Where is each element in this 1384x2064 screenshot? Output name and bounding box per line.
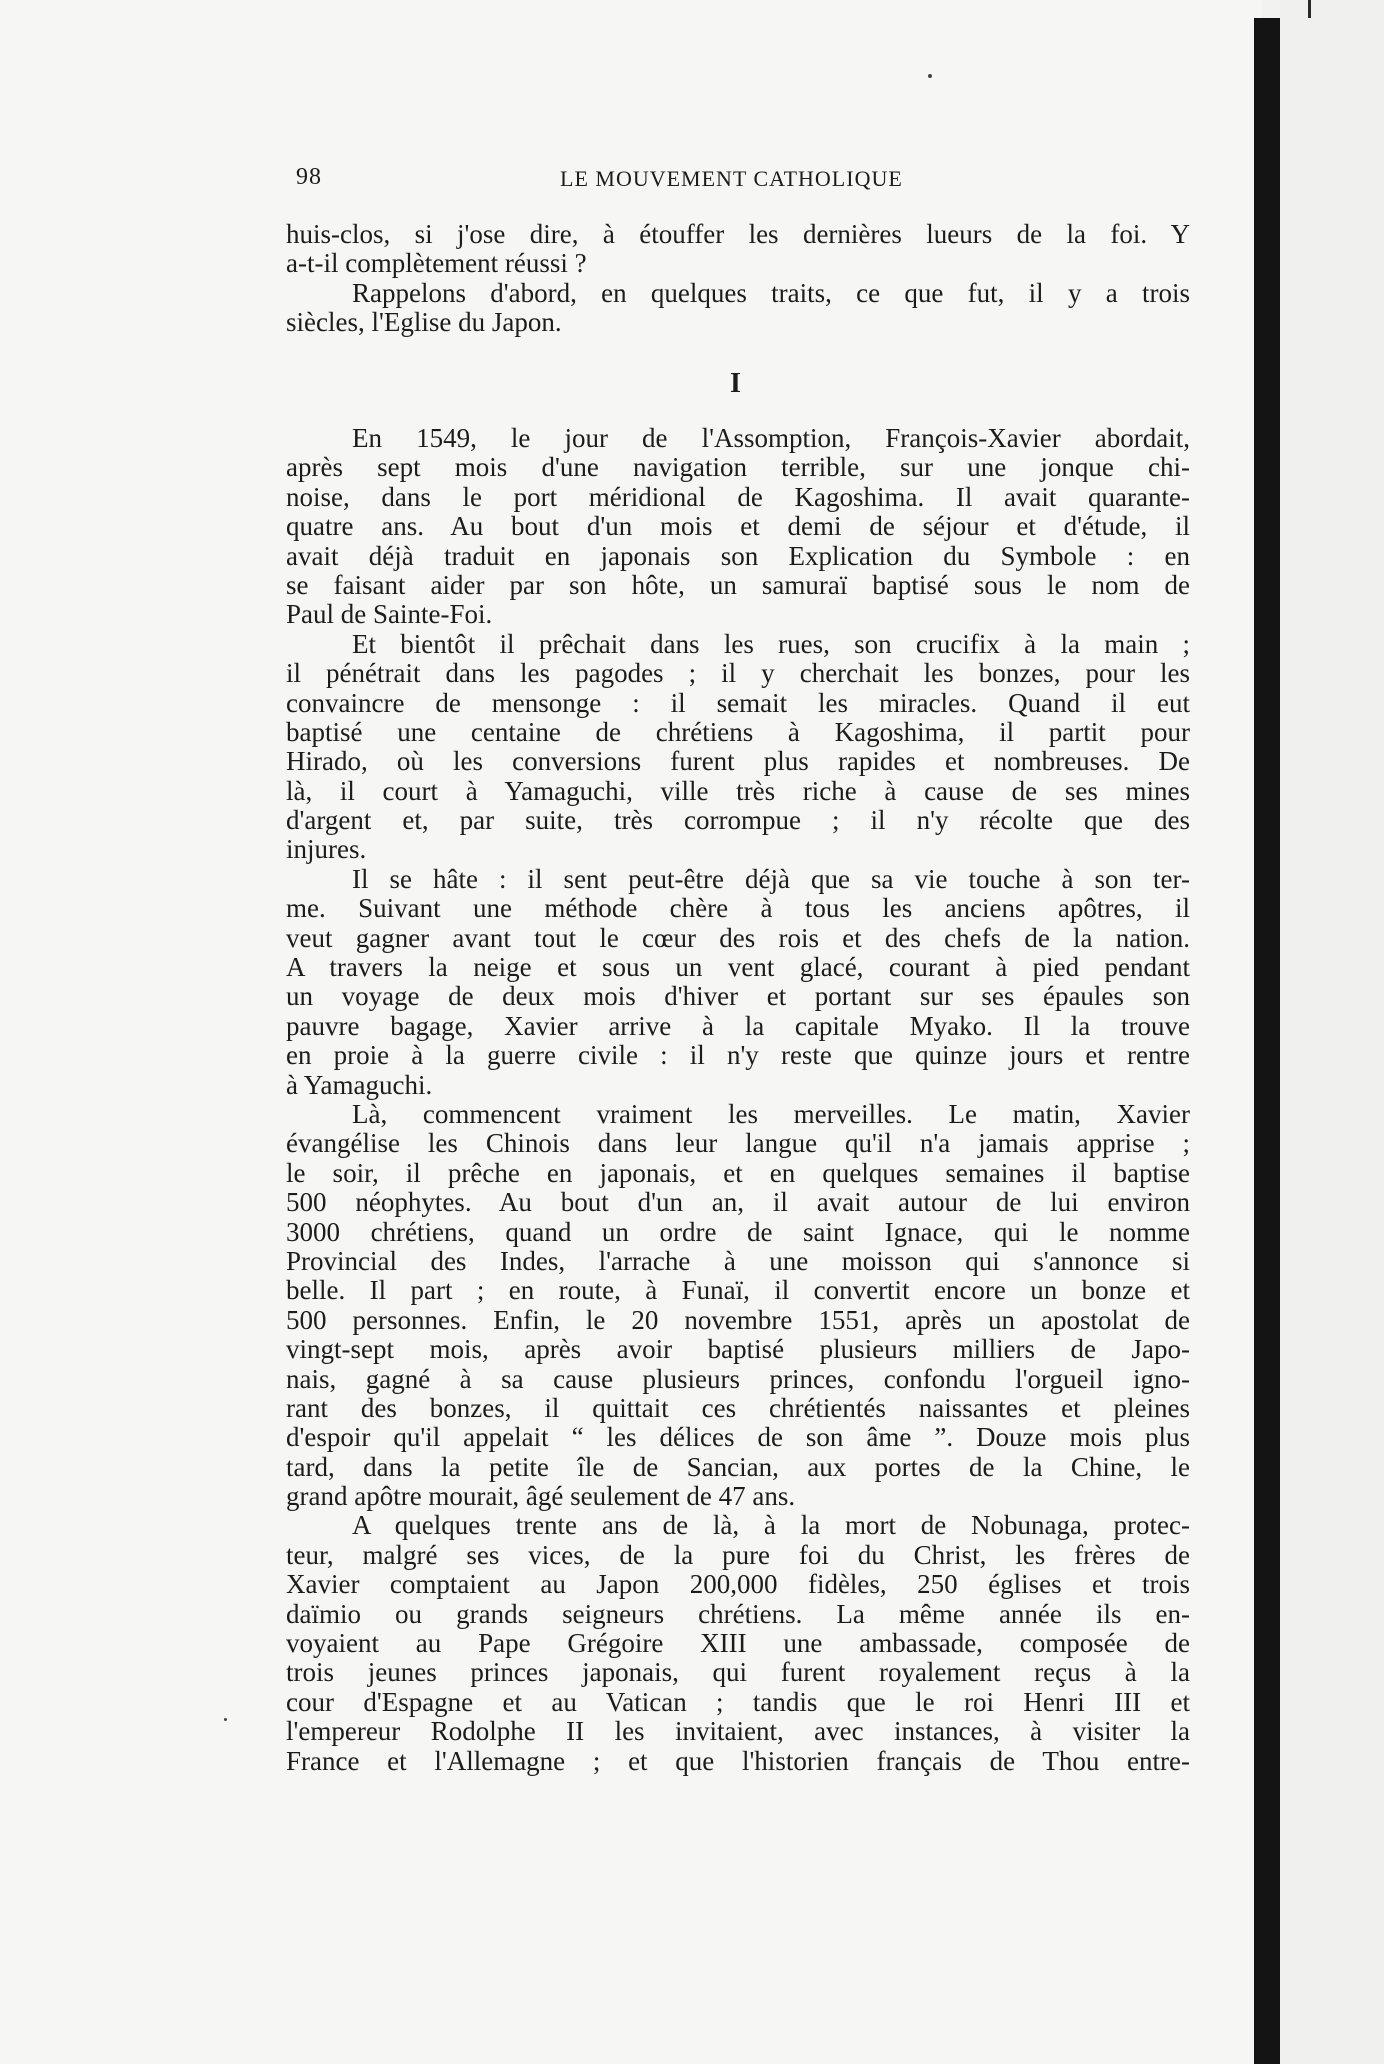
text-line: huis-clos, si j'ose dire, à étouffer les dernières lueurs de la foi. Y (286, 220, 1190, 249)
text-line: se faisant aider par son hôte, un samuraï baptisé sous le nom de (286, 570, 1190, 600)
text-line: vingt-sept mois, après avoir baptisé plusieurs milliers de Japo- (286, 1335, 1190, 1365)
text-line: avait déjà traduit en japonais son Explication du Symbole : en (286, 541, 1190, 571)
text-line: A quelques trente ans de là, à la mort de Nobunaga, protec- (352, 1511, 1190, 1541)
text-line: a-t-il complètement réussi ? (286, 249, 587, 279)
text-line: Il se hâte : il sent peut-être déjà que sa vie touche à son ter- (352, 864, 1190, 894)
text-line: 500 néophytes. Au bout d'un an, il avait autour de lui environ (286, 1188, 1190, 1218)
text-line: 3000 chrétiens, quand un ordre de saint Ignace, qui le nomme (286, 1217, 1190, 1247)
text-line: teur, malgré ses vices, de la pure foi du Christ, les frères de (286, 1540, 1190, 1570)
text-line: évangélise les Chinois dans leur langue qu'il n'a jamais apprise ; (286, 1129, 1190, 1159)
text-line: nais, gagné à sa cause plusieurs princes, confondu l'orgueil igno- (286, 1364, 1190, 1394)
text-line: pauvre bagage, Xavier arrive à la capitale Myako. Il la trouve (286, 1011, 1190, 1041)
body-text-main (286, 424, 1190, 1776)
text-line: siècles, l'Eglise du Japon. (286, 308, 562, 338)
text-line: rant des bonzes, il quittait ces chrétientés naissantes et pleines (286, 1393, 1190, 1423)
text-line: noise, dans le port méridional de Kagoshima. Il avait quarante- (286, 482, 1190, 512)
text-line: A travers la neige et sous un vent glacé, courant à pied pendant (286, 953, 1190, 983)
text-line: injures. (286, 835, 367, 865)
scan-speck (928, 74, 932, 78)
running-head: LE MOUVEMENT CATHOLIQUE (560, 166, 903, 191)
text-line: tard, dans la petite île de Sancian, aux portes de la Chine, le (286, 1452, 1190, 1482)
text-line: Là, commencent vraiment les merveilles. Le matin, Xavier (352, 1099, 1190, 1129)
text-line: Et bientôt il prêchait dans les rues, son crucifix à la main ; (352, 629, 1190, 659)
text-line: En 1549, le jour de l'Assomption, François-Xavier abordait, (352, 424, 1190, 453)
text-line: un voyage de deux mois d'hiver et portant sur ses épaules son (286, 982, 1190, 1012)
text-line: d'argent et, par suite, très corrompue ; il n'y récolte que des (286, 806, 1190, 836)
scan-speck (224, 1718, 227, 1721)
text-line: Rappelons d'abord, en quelques traits, ce que fut, il y a trois (352, 278, 1190, 308)
text-line: l'empereur Rodolphe II les invitaient, avec instances, à visiter la (286, 1717, 1190, 1747)
body-text-top (286, 220, 1190, 338)
text-line: Paul de Sainte-Foi. (286, 600, 493, 630)
text-line: convaincre de mensonge : il semait les miracles. Quand il eut (286, 688, 1190, 718)
text-line: quatre ans. Au bout d'un mois et demi de séjour et d'étude, il (286, 512, 1190, 542)
text-line: Provincial des Indes, l'arrache à une moisson qui s'annonce si (286, 1246, 1190, 1276)
text-line: France et l'Allemagne ; et que l'historien français de Thou entre- (286, 1746, 1190, 1776)
page-edge-mark (1308, 0, 1311, 18)
text-line: Hirado, où les conversions furent plus rapides et nombreuses. De (286, 747, 1190, 777)
adjacent-page-edge (1280, 0, 1384, 2064)
page-header (296, 164, 932, 194)
text-line: veut gagner avant tout le cœur des rois et des chefs de la nation. (286, 923, 1190, 953)
section-number: I (730, 368, 741, 399)
text-line: baptisé une centaine de chrétiens à Kagoshima, il partit pour (286, 717, 1190, 747)
text-line: à Yamaguchi. (286, 1070, 433, 1100)
text-line: Xavier comptaient au Japon 200,000 fidèles, 250 églises et trois (286, 1570, 1190, 1600)
text-line: trois jeunes princes japonais, qui furent royalement reçus à la (286, 1658, 1190, 1688)
text-line: belle. Il part ; en route, à Funaï, il convertit encore un bonze et (286, 1276, 1190, 1306)
page-gutter-shadow (1254, 18, 1280, 2064)
text-line: cour d'Espagne et au Vatican ; tandis que le roi Henri III et (286, 1687, 1190, 1717)
page-number: 98 (296, 164, 322, 190)
text-line: me. Suivant une méthode chère à tous les anciens apôtres, il (286, 894, 1190, 924)
text-line: 500 personnes. Enfin, le 20 novembre 1551, après un apostolat de (286, 1305, 1190, 1335)
text-line: grand apôtre mourait, âgé seulement de 47 ans. (286, 1482, 796, 1512)
text-line: d'espoir qu'il appelait “ les délices de son âme ”. Douze mois plus (286, 1423, 1190, 1453)
text-line: en proie à la guerre civile : il n'y reste que quinze jours et rentre (286, 1041, 1190, 1071)
text-line: daïmio ou grands seigneurs chrétiens. La même année ils en- (286, 1599, 1190, 1629)
text-line: voyaient au Pape Grégoire XIII une ambassade, composée de (286, 1629, 1190, 1659)
text-line: il pénétrait dans les pagodes ; il y cherchait les bonzes, pour les (286, 659, 1190, 689)
text-line: après sept mois d'une navigation terrible, sur une jonque chi- (286, 453, 1190, 483)
text-line: là, il court à Yamaguchi, ville très riche à cause de ses mines (286, 776, 1190, 806)
text-line: le soir, il prêche en japonais, et en quelques semaines il baptise (286, 1158, 1190, 1188)
